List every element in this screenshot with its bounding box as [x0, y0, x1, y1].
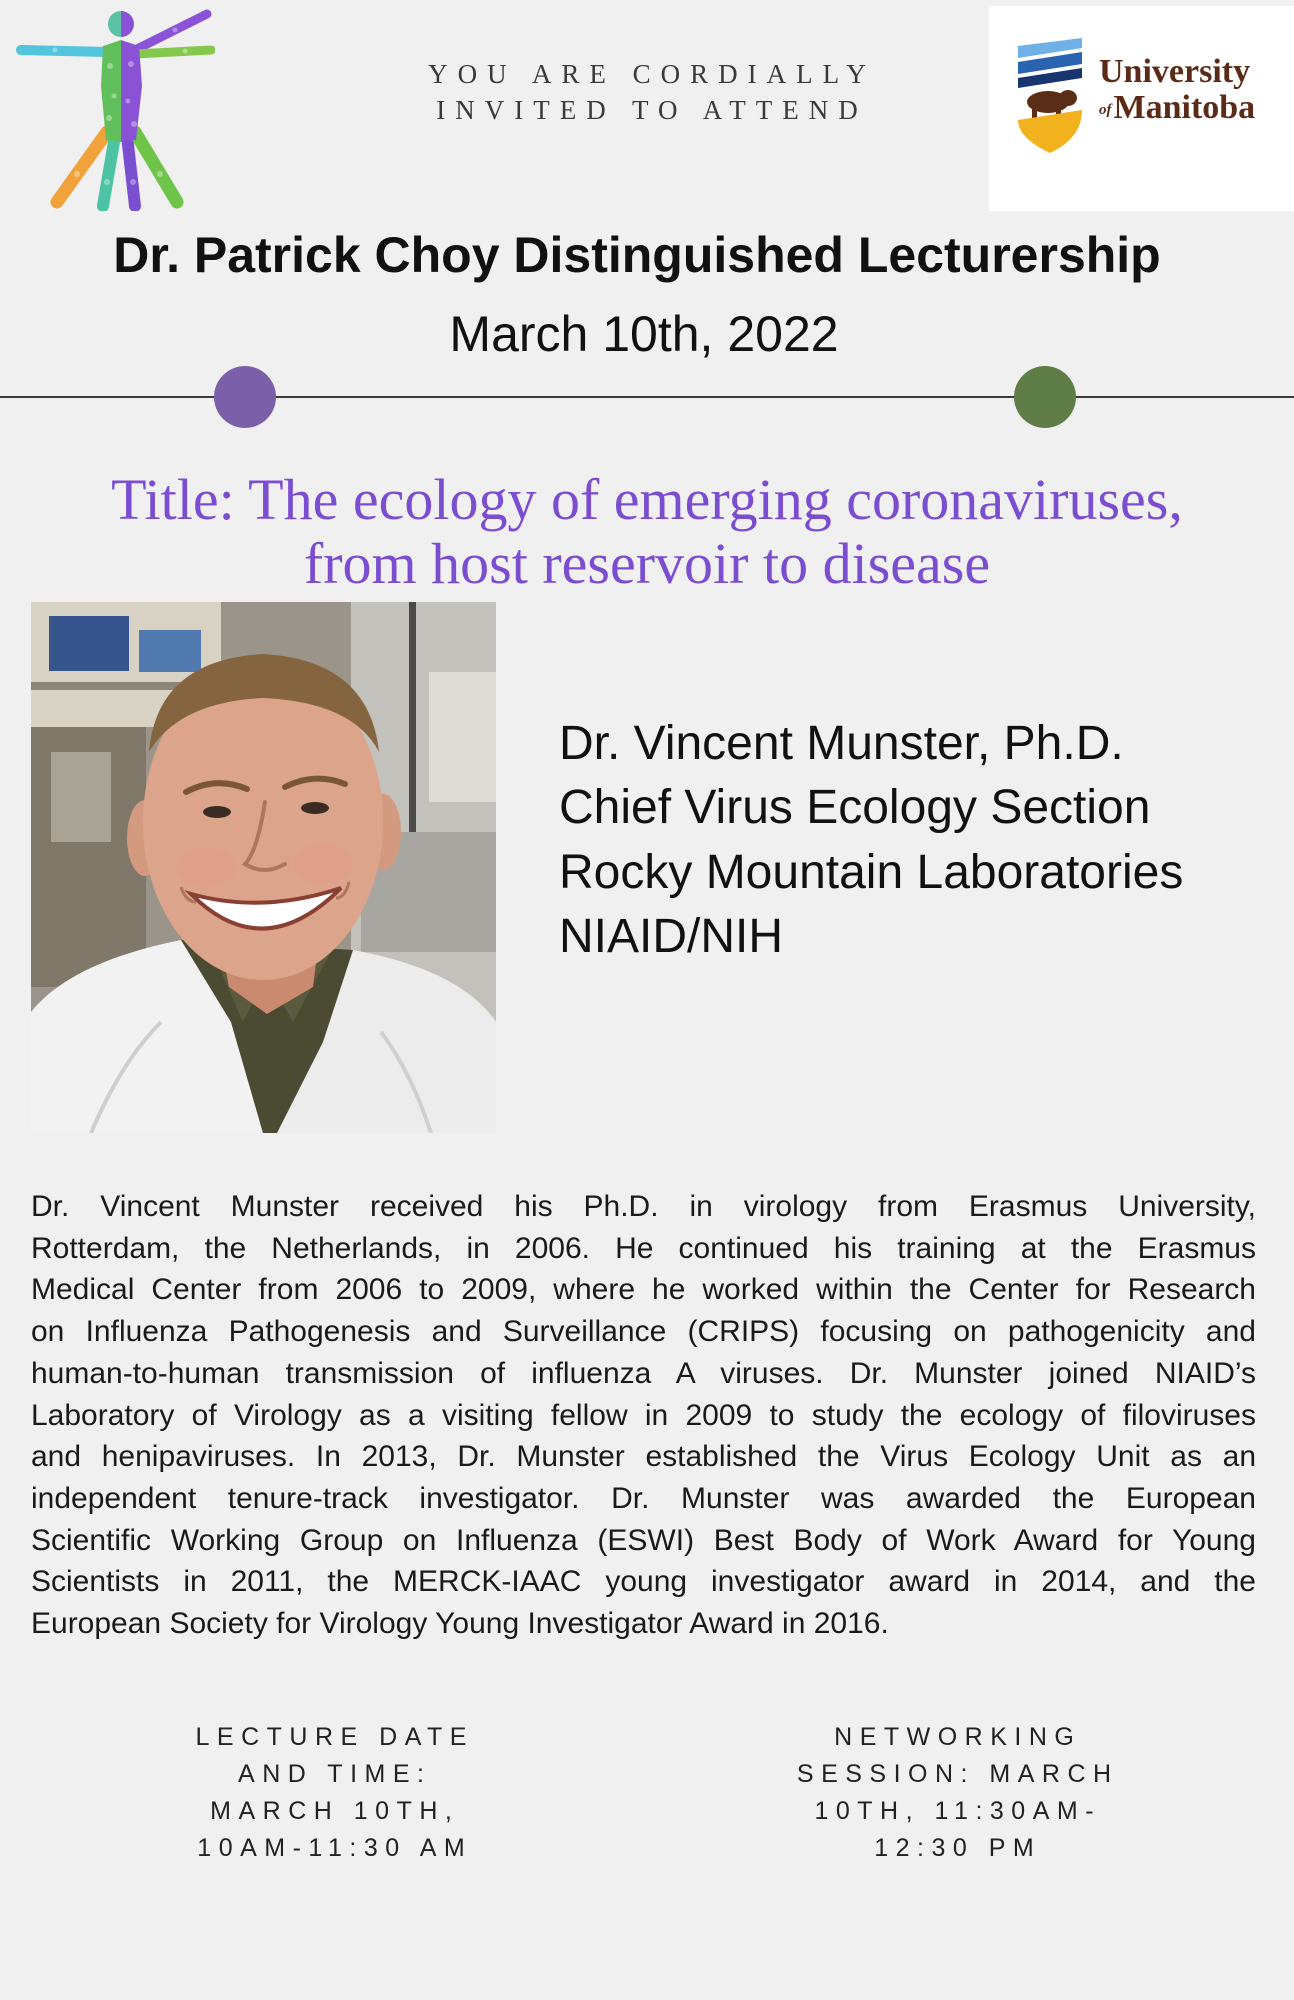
networking-details-line: 12:30 PM: [874, 1834, 1042, 1862]
bio-line: Rotterdam, the Netherlands, in 2006. He continued his training at the Erasmus: [31, 1231, 1256, 1265]
bio-line: Dr. Vincent Munster received his Ph.D. in virology from Erasmus University,: [31, 1190, 1256, 1223]
invitation-line-1: YOU ARE CORDIALLY: [428, 59, 876, 89]
networking-details-line: NETWORKING: [834, 1723, 1082, 1751]
speaker-agency: NIAID/NIH: [559, 910, 784, 964]
university-wordmark-line1: University: [1099, 53, 1251, 90]
university-wordmark-of: of: [1099, 102, 1112, 118]
divider-line: [0, 396, 1294, 398]
bio-line: Scientists in 2011, the MERCK-IAAC young investigator award in 2014, and the: [31, 1565, 1256, 1599]
university-wordmark: [1099, 54, 1255, 128]
networking-details-line: 10TH, 11:30AM-: [814, 1797, 1102, 1825]
university-logo: [989, 6, 1294, 211]
networking-details-line: SESSION: MARCH: [796, 1760, 1119, 1788]
speaker-institution: Rocky Mountain Laboratories: [559, 845, 1184, 899]
bio-line: Laboratory of Virology as a visiting fellow in 2009 to study the ecology of filoviruses: [31, 1398, 1256, 1432]
lecture-details-line: LECTURE DATE: [195, 1723, 474, 1751]
lecture-details-line: AND TIME:: [238, 1760, 432, 1788]
speaker-info: [559, 712, 1259, 970]
bio-line: Medical Center from 2006 to 2009, where he worked within the Center for Research: [31, 1273, 1256, 1307]
networking-session: [754, 1719, 1154, 1867]
talk-title: [0, 468, 1294, 596]
bio-line: and henipaviruses. In 2013, Dr. Munster established the Virus Ecology Unit as an: [31, 1440, 1256, 1474]
bio-line: on Influenza Pathogenesis and Surveillance (CRIPS) focusing on pathogenicity and: [31, 1315, 1256, 1349]
speaker-name: Dr. Vincent Munster, Ph.D.: [559, 717, 1124, 770]
event-name: Dr. Patrick Choy Distinguished Lecturership: [113, 227, 1161, 283]
lecture-details-line: 10AM-11:30 AM: [197, 1834, 473, 1862]
bison-shield-icon: [1018, 38, 1082, 153]
green-dot: [1014, 366, 1076, 428]
invitation-line-2: INVITED TO ATTEND: [436, 95, 868, 125]
lecture-date-time: [131, 1719, 531, 1867]
university-wordmark-manitoba: Manitoba: [1113, 89, 1256, 126]
event-date: March 10th, 2022: [449, 306, 839, 362]
bio-line: human-to-human transmission of influenza A viruses. Dr. Munster joined NIAID’s: [31, 1356, 1256, 1390]
speaker-photo: [31, 602, 496, 1133]
bio-line: European Society for Virology Young Investigator Award in 2016.: [31, 1607, 889, 1641]
speaker-biography: [31, 1186, 1256, 1645]
lecture-details-line: MARCH 10TH,: [210, 1797, 460, 1825]
bio-line: independent tenure-track investigator. Dr. Munster was awarded the European: [31, 1481, 1256, 1515]
talk-title-line-2: from host reservoir to disease: [303, 531, 991, 596]
speaker-position: Chief Virus Ecology Section: [559, 781, 1151, 835]
bio-line: Scientific Working Group on Influenza (ESWI) Best Body of Work Award for Young: [31, 1523, 1256, 1557]
university-wordmark-line2: [1099, 90, 1255, 128]
purple-dot: [214, 366, 276, 428]
talk-title-line-1: Title: The ecology of emerging coronaviruses,: [111, 467, 1183, 532]
